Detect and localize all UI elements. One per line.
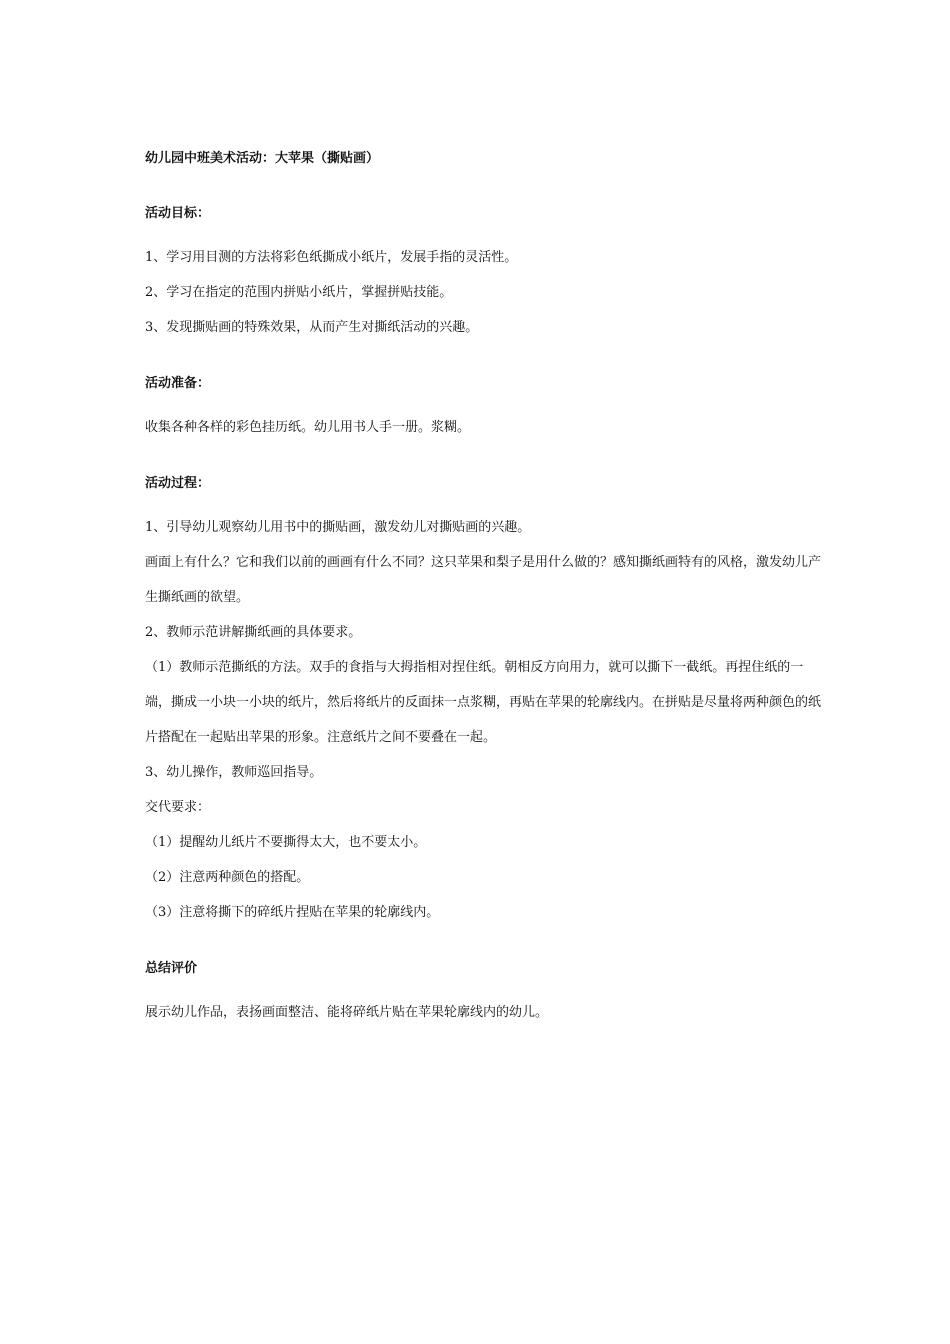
process-step-2-detail: （1）教师示范撕纸的方法。双手的食指与大拇指相对捏住纸。朝相反方向用力，就可以撕下一截纸。再捏住纸的一端，撕成一小块一小块的纸片，然后将纸片的反面抹一点浆糊，再贴在苹果的轮廓线内。在拼贴是尽量将两种颜色的纸片搭配在一起贴出苹果的形象。注意纸片之间不要叠在一起。: [145, 660, 822, 745]
process-step-2: 2、教师示范讲解撕纸画的具体要求。: [145, 625, 362, 640]
summary-text: 展示幼儿作品，表扬画面整洁、能将碎纸片贴在苹果轮廓线内的幼儿。: [145, 1005, 549, 1020]
requirement-item: （2）注意两种颜色的搭配。: [145, 870, 310, 885]
goal-item: 2、学习在指定的范围内拼贴小纸片，掌握拼贴技能。: [145, 285, 453, 300]
requirements-label: 交代要求：: [145, 800, 211, 815]
summary-heading: 总结评价: [145, 961, 198, 976]
document-page: [145, 150, 825, 1030]
goals-heading: 活动目标：: [145, 206, 211, 221]
requirement-item: （3）注意将撕下的碎纸片捏贴在苹果的轮廓线内。: [145, 905, 440, 920]
process-heading: 活动过程：: [145, 476, 211, 491]
goal-item: 3、发现撕贴画的特殊效果，从而产生对撕纸活动的兴趣。: [145, 320, 479, 335]
process-step-1: 1、引导幼儿观察幼儿用书中的撕贴画，激发幼儿对撕贴画的兴趣。: [145, 520, 531, 535]
goal-item: 1、学习用目测的方法将彩色纸撕成小纸片，发展手指的灵活性。: [145, 250, 518, 265]
requirement-item: （1）提醒幼儿纸片不要撕得太大，也不要太小。: [145, 835, 427, 850]
document-title: 幼儿园中班美术活动：大苹果（撕贴画）: [145, 151, 380, 166]
preparation-text: 收集各种各样的彩色挂历纸。幼儿用书人手一册。浆糊。: [145, 420, 471, 435]
preparation-heading: 活动准备：: [145, 376, 211, 391]
process-step-1-detail: 画面上有什么？它和我们以前的画画有什么不同？这只苹果和梨子是用什么做的？感知撕纸画特有的风格，激发幼儿产生撕纸画的欲望。: [145, 555, 822, 605]
process-step-3: 3、幼儿操作，教师巡回指导。: [145, 765, 323, 780]
